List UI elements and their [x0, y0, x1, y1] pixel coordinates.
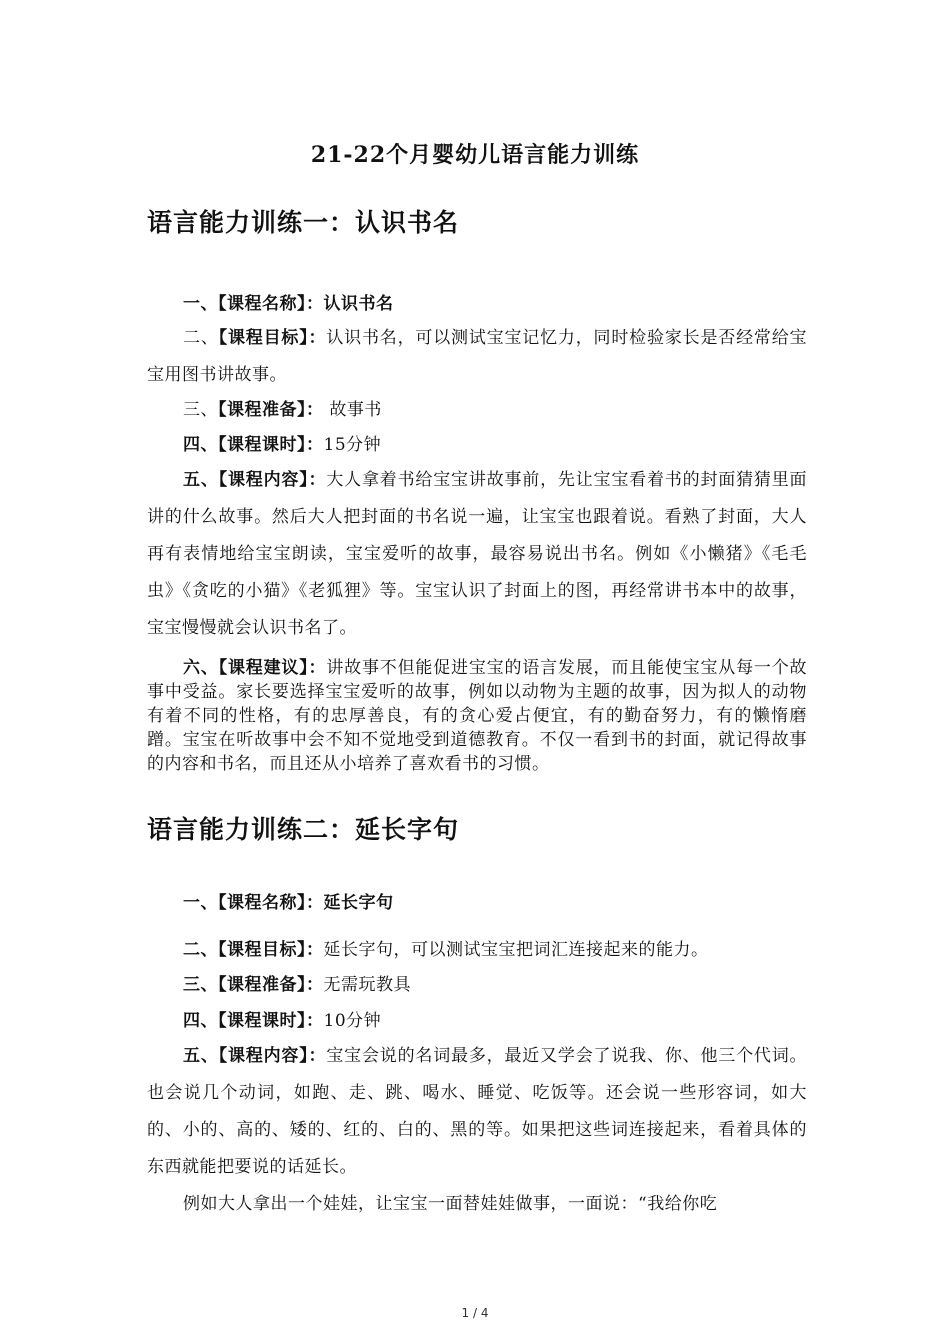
s1-item-content	[147, 462, 807, 647]
item-text: 大人拿着书给宝宝讲故事前，先让宝宝看着书的封面猜猜里面讲的什么故事。然后大人把封面的书名说一遍，让宝宝也跟着说。看熟了封面，大人再有表情地给宝宝朗读，宝宝爱听的故事，最容易说出书名。例如《小懒猪》《毛毛虫》《贪吃的小猫》《老狐狸》等。宝宝认识了封面上的图，再经常讲书本中的故事，宝宝慢慢就会认识书名了。	[147, 470, 808, 638]
section-title-1: 语言能力训练一：认识书名	[147, 208, 460, 237]
item-text: 10分钟	[323, 1011, 382, 1031]
item-number: 一、	[183, 294, 218, 314]
item-label: 【课程准备】：	[218, 400, 324, 420]
item-number: 三、	[183, 400, 218, 420]
s1-item-name	[147, 286, 807, 323]
s2-item-name	[147, 885, 807, 922]
item-text: 无需玩教具	[323, 975, 411, 995]
item-text: 15分钟	[323, 435, 382, 455]
item-number: 六、	[183, 658, 219, 678]
item-number: 五、	[183, 470, 219, 490]
item-number: 四、	[183, 435, 218, 455]
s1-item-goal	[147, 320, 807, 394]
item-number: 二、	[183, 940, 218, 960]
s2-item-duration	[147, 1003, 807, 1040]
item-label: 【课程建议】：	[218, 658, 327, 678]
s2-trailing-paragraph: 例如大人拿出一个娃娃，让宝宝一面替娃娃做事，一面说：“我给你吃	[183, 1194, 718, 1214]
document-title: 21-22个月婴幼儿语言能力训练	[310, 142, 640, 168]
s2-item-goal	[147, 932, 807, 969]
item-text: 认识书名，可以测试宝宝记忆力，同时检验家长是否经常给宝宝用图书讲故事。	[147, 328, 808, 385]
section-title-2: 语言能力训练二：延长字句	[147, 815, 460, 844]
s2-item-prep	[147, 967, 807, 1004]
s1-item-prep	[147, 392, 807, 429]
s1-item-duration	[147, 427, 807, 464]
item-label: 【课程目标】：	[218, 940, 324, 960]
item-text: 延长字句	[323, 893, 394, 913]
item-text: 延长字句，可以测试宝宝把词汇连接起来的能力。	[323, 940, 709, 960]
item-text: 宝宝会说的名词最多，最近又学会了说我、你、他三个代词。也会说几个动词，如跑、走、跳、喝水、睡觉、吃饭等。还会说一些形容词，如大的、小的、高的、矮的、红的、白的、黑的等。如果把这些词连接起来，看着具体的东西就能把要说的话延长。	[147, 1046, 808, 1177]
item-label: 【课程课时】：	[218, 435, 324, 455]
item-text: 认识书名	[323, 294, 394, 314]
item-number: 五、	[183, 1046, 219, 1066]
s2-item-content	[147, 1038, 807, 1186]
item-text: 讲故事不但能促进宝宝的语言发展，而且能使宝宝从每一个故事中受益。家长要选择宝宝爱听的故事，例如以动物为主题的故事，因为拟人的动物有着不同的性格，有的忠厚善良，有的贪心爱占便宜，有的勤奋努力，有的懒惰磨蹭。宝宝在听故事中会不知不觉地受到道德教育。不仅一看到书的封面，就记得故事的内容和书名，而且还从小培养了喜欢看书的习惯。	[147, 658, 808, 774]
item-label: 【课程名称】：	[218, 294, 324, 314]
item-number: 一、	[183, 893, 218, 913]
item-label: 【课程课时】：	[218, 1011, 324, 1031]
item-number: 二、	[183, 328, 219, 348]
item-label: 【课程内容】：	[218, 470, 327, 490]
item-text: 故事书	[323, 400, 382, 420]
item-label: 【课程内容】：	[218, 1046, 327, 1066]
item-number: 四、	[183, 1011, 218, 1031]
page-indicator: 1 / 4	[461, 1306, 489, 1320]
item-label: 【课程目标】：	[218, 328, 327, 348]
item-label: 【课程准备】：	[218, 975, 324, 995]
s1-item-advice	[147, 656, 807, 776]
item-number: 三、	[183, 975, 218, 995]
item-label: 【课程名称】：	[218, 893, 324, 913]
